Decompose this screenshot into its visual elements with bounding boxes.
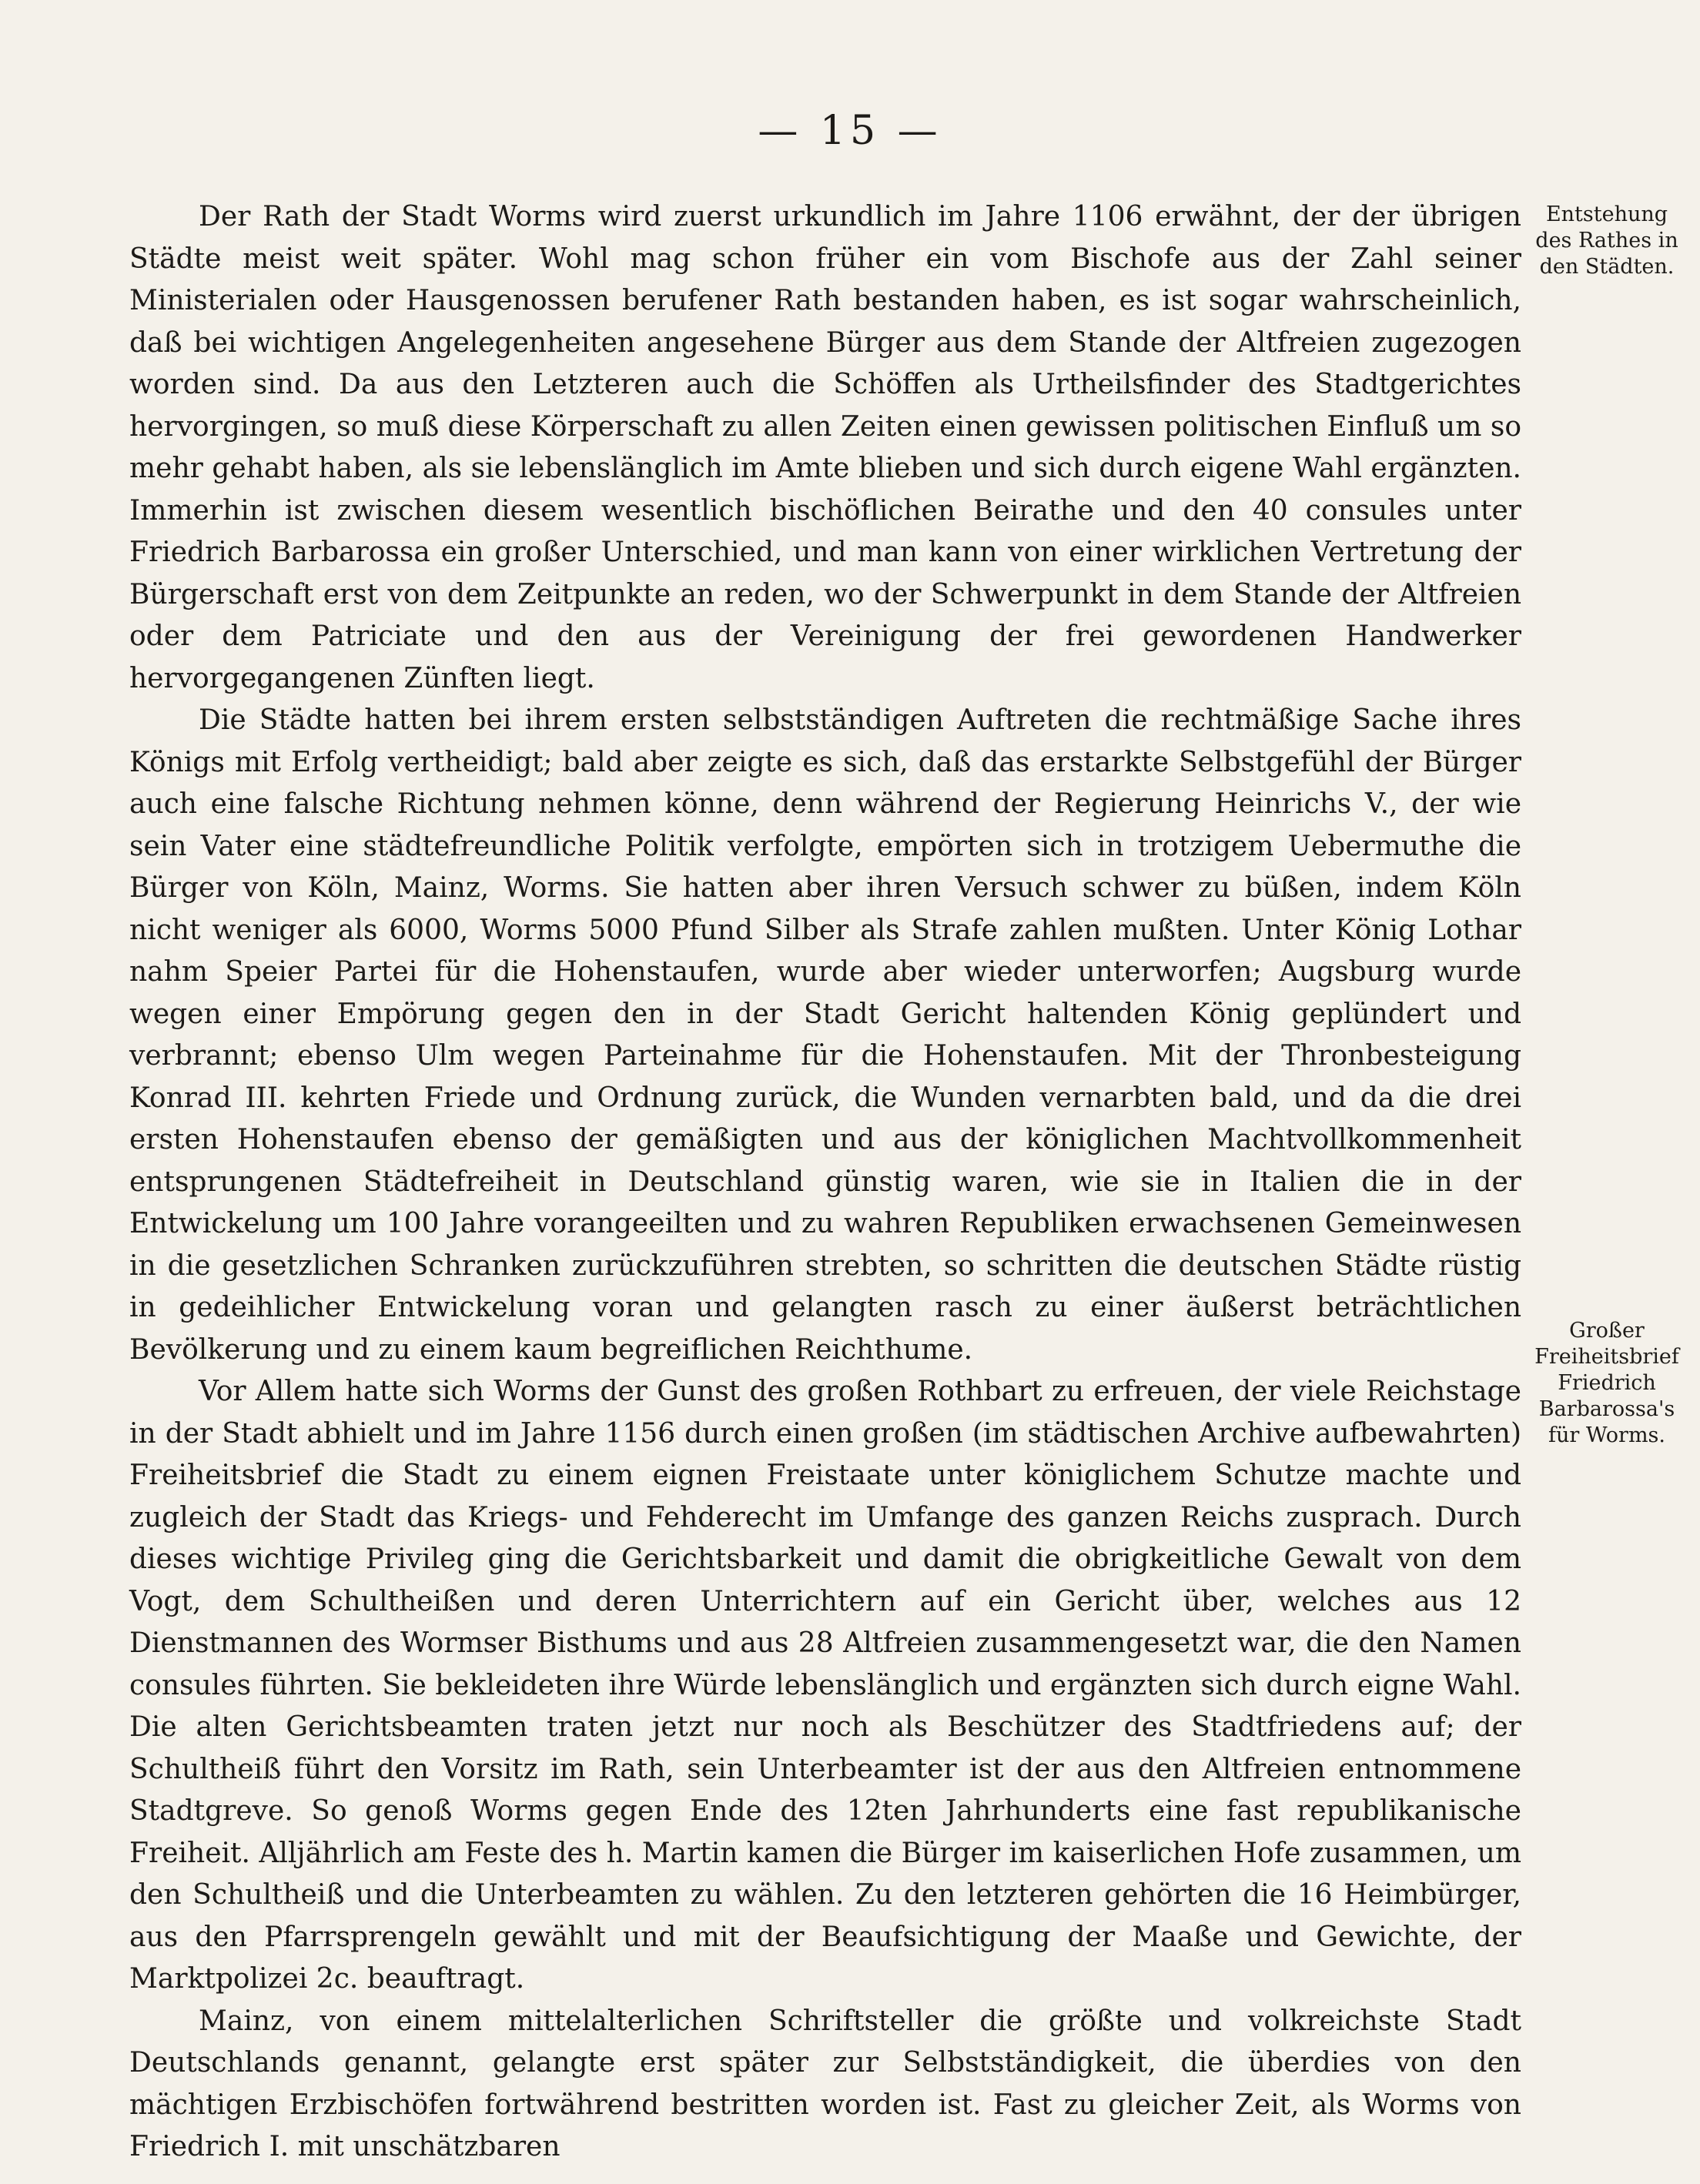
margin-note-freiheitsbrief: Großer Freiheitsbrief Friedrich Barbarossa's für Worms. [1534,1319,1679,1447]
page-number: — 15 — [758,108,942,154]
paragraph-mainz: Mainz, von einem mittelalterlichen Schriftsteller die größte und volkreichste Stadt Deutschlands genannt, gelangte erst später zur Selbstständigkeit, die überdies von den mächtigen Erzbischöfen fortwährend bestritten worden ist. Fast zu gleicher Zeit, als Worms von Friedrich I. mit unschätzbaren [129,2005,1521,2162]
paragraph-staedte-auftreten: Die Städte hatten bei ihrem ersten selbstständigen Auftreten die rechtmäßige Sache ihres Königs mit Erfolg vertheidigt; bald aber zeigte es sich, daß das erstarkte Selbstgefühl der Bürger auch eine falsche Richtung nehmen könne, denn während der Regierung Heinrichs V., der wie sein Vater eine städtefreundliche Politik verfolgte, empörten sich in trotzigem Uebermuthe die Bürger von Köln, Mainz, Worms. Sie hatten aber ihren Versuch schwer zu büßen, indem Köln nicht weniger als 6000, Worms 5000 Pfund Silber als Strafe zahlen mußten. Unter König Lothar nahm Speier Partei für die Hohenstaufen, wurde aber wieder unterworfen; Augsburg wurde wegen einer Empörung gegen den in der Stadt Gericht haltenden König geplündert und verbrannt; ebenso Ulm wegen Parteinahme für die Hohenstaufen. Mit der Thronbesteigung Konrad III. kehrten Friede und Ordnung zurück, die Wunden vernarbten bald, und da die drei ersten Hohenstaufen ebenso der gemäßigten und aus der königlichen Machtvollkommenheit entsprungenen Städtefreiheit in Deutschland günstig waren, wie sie in Italien die in der Entwickelung um 100 Jahre vorangeeilten und zu wahren Republiken erwachsenen Gemeinwesen in die gesetzlichen Schranken zurückzuführen strebten, so schritten die deutschen Städte rüstig in gedeihlicher Entwickelung voran und gelangten rasch zu einer äußerst beträchtlichen Bevölkerung und zu einem kaum begreiflichen Reichthume. [129,704,1521,1366]
paragraph-worms-rothbart: Vor Allem hatte sich Worms der Gunst des großen Rothbart zu erfreuen, der viele Reichstage in der Stadt abhielt und im Jahre 1156 durch einen großen (im städtischen Archive aufbewahrten) Freiheitsbrief die Stadt zu einem eignen Freistaate unter königlichem Schutze machte und zugleich der Stadt das Kriegs- und Fehderecht im Umfange des ganzen Reichs zusprach. Durch dieses wichtige Privileg ging die Gerichtsbarkeit und damit die obrigkeitliche Gewalt von dem Vogt, dem Schultheißen und deren Unterrichtern auf ein Gericht über, welches aus 12 Dienstmannen des Wormser Bisthums und aus 28 Altfreien zusammengesetzt war, die den Namen consules führten. Sie bekleideten ihre Würde lebenslänglich und ergänzten sich durch eigne Wahl. Die alten Gerichtsbeamten traten jetzt nur noch als Beschützer des Stadtfriedens auf; der Schultheiß führt den Vorsitz im Rath, sein Unterbeamter ist der aus den Altfreien entnommene Stadtgreve. So genoß Worms gegen Ende des 12ten Jahrhunderts eine fast republikanische Freiheit. Alljährlich am Feste des h. Martin kamen die Bürger im kaiserlichen Hofe zusammen, um den Schultheiß und die Unterbeamten zu wählen. Zu den letzteren gehörten die 16 Heimbürger, aus den Pfarrsprengeln gewählt und mit der Beaufsichtigung der Maaße und Gewichte, der Marktpolizei 2c. beauftragt. [129,1376,1521,1995]
main-text-column [129,196,1521,2169]
margin-note-rath: Entstehung des Rathes in den Städten. [1535,202,1678,279]
paragraph-rath-worms: Der Rath der Stadt Worms wird zuerst urkundlich im Jahre 1106 erwähnt, der der übrigen Städte meist weit später. Wohl mag schon früher ein vom Bischofe aus der Zahl seiner Ministerialen oder Hausgenossen berufener Rath bestanden haben, es ist sogar wahrscheinlich, daß bei wichtigen Angelegenheiten angesehene Bürger aus dem Stande der Altfreien zugezogen worden sind. Da aus den Letzteren auch die Schöffen als Urtheilsfinder des Stadtgerichtes hervorgingen, so muß diese Körperschaft zu allen Zeiten einen gewissen politischen Einfluß um so mehr gehabt haben, als sie lebenslänglich im Amte blieben und sich durch eigene Wahl ergänzten. Immerhin ist zwischen diesem wesentlich bischöflichen Beirathe und den 40 consules unter Friedrich Barbarossa ein großer Unterschied, und man kann von einer wirklichen Vertretung der Bürgerschaft erst von dem Zeitpunkte an reden, wo der Schwerpunkt in dem Stande der Altfreien oder dem Patriciate und den aus der Vereinigung der frei gewordenen Handwerker hervorgegangenen Zünften liegt. [129,201,1521,694]
